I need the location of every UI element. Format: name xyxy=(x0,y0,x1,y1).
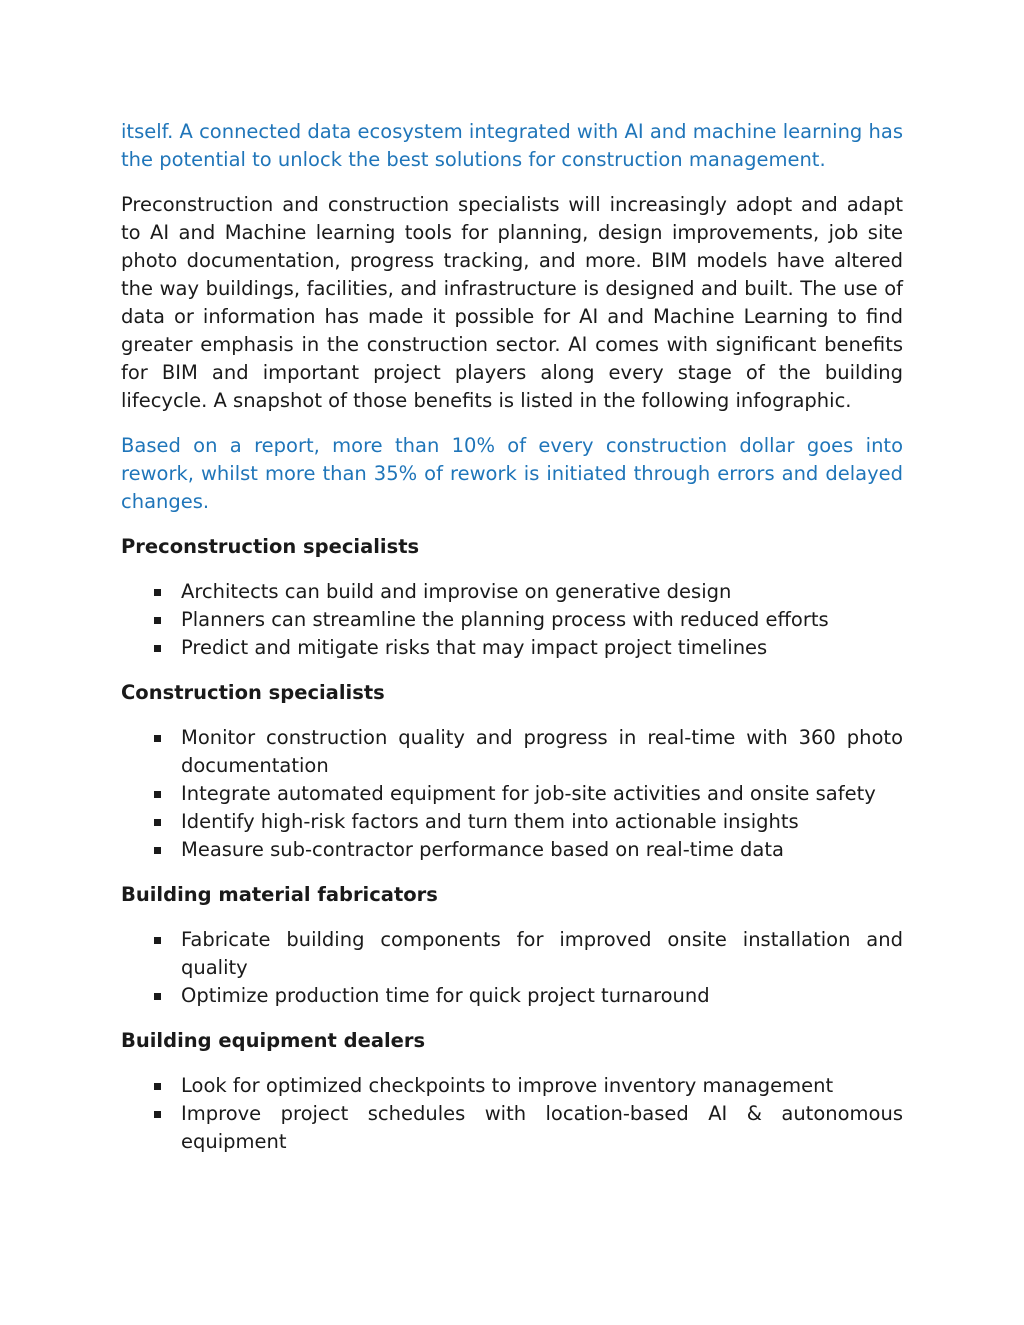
list-item xyxy=(181,780,903,808)
square-bullet-icon xyxy=(154,993,161,1000)
square-bullet-icon xyxy=(154,735,161,742)
square-bullet-icon xyxy=(154,1111,161,1118)
list-item-text: Measure sub-contractor performance based on real-time data xyxy=(181,838,784,861)
square-bullet-icon xyxy=(154,847,161,854)
list-item xyxy=(181,808,903,836)
section-heading-construction: Construction specialists xyxy=(121,681,385,704)
list-item xyxy=(181,578,903,606)
list-item xyxy=(181,634,903,662)
list-item xyxy=(181,982,903,1010)
list-item-text: Identify high-risk factors and turn them into actionable insights xyxy=(181,810,799,833)
square-bullet-icon xyxy=(154,617,161,624)
square-bullet-icon xyxy=(154,791,161,798)
main-paragraph: Preconstruction and construction specialists will increasingly adopt and adapt to AI and Machine learning tools for planning, design improvements, job site photo documentation, progress tracking, and more. BIM models have altered the way buildings, facilities, and infrastructure is designed and built. The use of data or information has made it possible for AI and Machine Learning to find greater emphasis in the construction sector. AI comes with significant benefits for BIM and important project players along every stage of the building lifecycle. A snapshot of those benefits is listed in the following infographic. xyxy=(121,193,903,412)
intro-paragraph: itself. A connected data ecosystem integrated with AI and machine learning has the potential to unlock the best solutions for construction management. xyxy=(121,120,903,171)
list-item xyxy=(181,1100,903,1156)
list-item-text: Planners can streamline the planning process with reduced efforts xyxy=(181,608,829,631)
list-item-text: Look for optimized checkpoints to improve inventory management xyxy=(181,1074,834,1097)
report-paragraph: Based on a report, more than 10% of every construction dollar goes into rework, whilst more than 35% of rework is initiated through errors and delayed changes. xyxy=(121,434,903,513)
section-heading-equipment-dealers: Building equipment dealers xyxy=(121,1029,426,1052)
list-item-text: Integrate automated equipment for job-site activities and onsite safety xyxy=(181,782,876,805)
list-item-text: Fabricate building components for improved onsite installation and quality xyxy=(181,928,903,979)
bullet-list-preconstruction xyxy=(121,578,903,662)
bullet-list-fabricators xyxy=(121,926,903,1010)
square-bullet-icon xyxy=(154,937,161,944)
square-bullet-icon xyxy=(154,589,161,596)
document-page xyxy=(121,118,903,1173)
list-item xyxy=(181,926,903,982)
list-item xyxy=(181,724,903,780)
section-heading-fabricators: Building material fabricators xyxy=(121,883,438,906)
list-item xyxy=(181,1072,903,1100)
square-bullet-icon xyxy=(154,1083,161,1090)
list-item xyxy=(181,836,903,864)
list-item xyxy=(181,606,903,634)
square-bullet-icon xyxy=(154,645,161,652)
list-item-text: Monitor construction quality and progress in real-time with 360 photo documentation xyxy=(181,726,903,777)
list-item-text: Predict and mitigate risks that may impact project timelines xyxy=(181,636,768,659)
section-heading-preconstruction: Preconstruction specialists xyxy=(121,535,420,558)
bullet-list-equipment-dealers xyxy=(121,1072,903,1156)
bullet-list-construction xyxy=(121,724,903,864)
list-item-text: Improve project schedules with location-based AI & autonomous equipment xyxy=(181,1102,903,1153)
list-item-text: Optimize production time for quick project turnaround xyxy=(181,984,710,1007)
square-bullet-icon xyxy=(154,819,161,826)
list-item-text: Architects can build and improvise on generative design xyxy=(181,580,732,603)
